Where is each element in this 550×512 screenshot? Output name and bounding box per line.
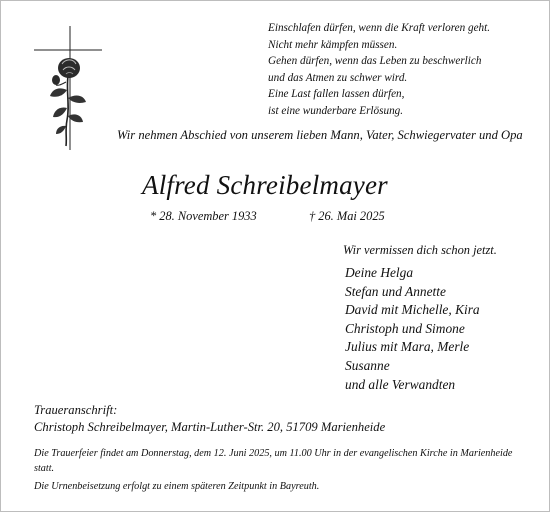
poem-line: Einschlafen dürfen, wenn die Kraft verloren geht. [268,22,491,34]
mourning-address: Christoph Schreibelmayer, Martin-Luther-Str. 20, 51709 Marienheide [34,420,386,434]
miss-line: Wir vermissen dich schon jetzt. [343,243,497,257]
mourner: Stefan und Annette [345,283,446,299]
poem-line: und das Atmen zu schwer wird. [268,71,408,84]
ceremony-note: Die Trauerfeier findet am Donnerstag, dem 12. Juni 2025, um 11.00 Uhr in der evangelischen Kirche in Marienheide statt. [34,448,513,474]
address-label: Traueranschrift: [34,403,118,417]
cross-with-rose-icon [32,24,104,152]
birth-date: * 28. November 1933 [150,209,257,223]
mourner: David mit Michelle, Kira [345,302,480,318]
farewell-intro: Wir nehmen Abschied von unserem lieben Mann, Vater, Schwiegervater und Opa [117,128,523,142]
mourner: Susanne [345,357,390,373]
poem-line: ist eine wunderbare Erlösung. [268,104,404,117]
deceased-name: Alfred Schreibelmayer [142,170,388,200]
mourner: Deine Helga [345,265,414,280]
poem-line: Eine Last fallen lassen dürfen, [268,88,405,100]
poem [268,20,490,119]
urn-burial-note: Die Urnenbeisetzung erfolgt zu einem späteren Zeitpunkt in Bayreuth. [34,481,320,492]
death-date: † 26. Mai 2025 [309,209,385,223]
mourners-list [345,264,480,394]
poem-line: Nicht mehr kämpfen müssen. [268,38,398,51]
poem-line: Gehen dürfen, wenn das Leben zu beschwerlich [268,55,482,67]
mourner: Julius mit Mara, Merle [345,339,470,355]
mourner: und alle Verwandten [345,376,456,392]
mourner: Christoph und Simone [345,320,465,336]
